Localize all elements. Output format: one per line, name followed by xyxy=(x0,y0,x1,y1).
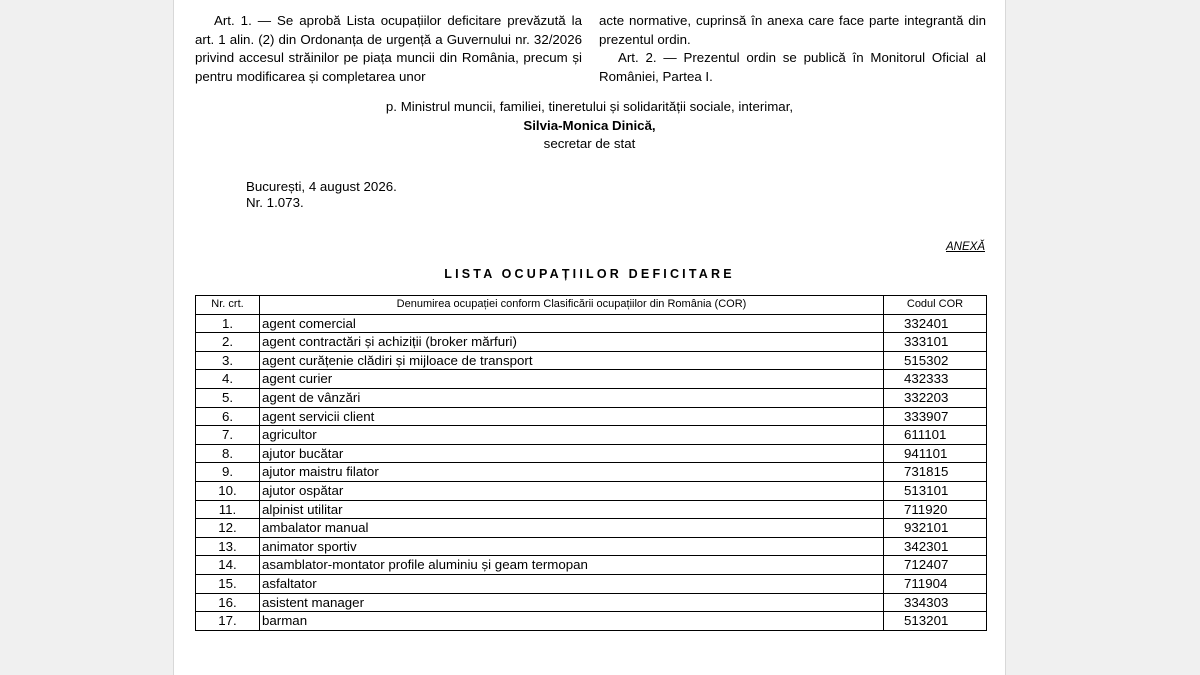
row-number: 1. xyxy=(196,314,260,333)
table-row xyxy=(196,537,987,556)
occupation-name: ambalator manual xyxy=(260,519,884,538)
article-1-paragraph: Art. 1. — Se aprobă Lista ocupațiilor deficitare prevăzută la art. 1 alin. (2) din Ordonanța de urgență a Guvernului nr. 32/2026 privind accesul străinilor pe piața muncii din România, precum și pentru modificarea și completarea unor xyxy=(195,13,582,84)
row-number: 13. xyxy=(196,537,260,556)
table-row xyxy=(196,593,987,612)
table-row xyxy=(196,407,987,426)
table-row xyxy=(196,444,987,463)
table-row xyxy=(196,463,987,482)
table-row xyxy=(196,388,987,407)
occupations-table xyxy=(195,295,987,631)
row-number: 17. xyxy=(196,612,260,631)
cor-code: 334303 xyxy=(884,593,987,612)
article-columns xyxy=(195,12,986,86)
occupation-name: agricultor xyxy=(260,426,884,445)
document-page xyxy=(173,0,1006,675)
occupation-name: animator sportiv xyxy=(260,537,884,556)
cor-code: 711904 xyxy=(884,574,987,593)
table-row xyxy=(196,351,987,370)
table-row xyxy=(196,426,987,445)
header-cor-code: Codul COR xyxy=(884,296,987,315)
table-row xyxy=(196,574,987,593)
occupation-name: ajutor ospătar xyxy=(260,481,884,500)
header-occupation-name: Denumirea ocupației conform Clasificării ocupațiilor din România (COR) xyxy=(260,296,884,315)
row-number: 14. xyxy=(196,556,260,575)
table-row xyxy=(196,519,987,538)
occupation-name: alpinist utilitar xyxy=(260,500,884,519)
cor-code: 941101 xyxy=(884,444,987,463)
cor-code: 731815 xyxy=(884,463,987,482)
cor-code: 342301 xyxy=(884,537,987,556)
row-number: 11. xyxy=(196,500,260,519)
signatory-role: p. Ministrul muncii, familiei, tineretului și solidarității sociale, interimar, xyxy=(385,99,794,114)
occupation-name: agent contractări și achiziții (broker mărfuri) xyxy=(260,333,884,352)
cor-code: 711920 xyxy=(884,500,987,519)
list-title: LISTA OCUPAȚIILOR DEFICITARE xyxy=(444,267,735,281)
occupation-name: agent de vânzări xyxy=(260,388,884,407)
row-number: 2. xyxy=(196,333,260,352)
table-body xyxy=(196,314,987,630)
issue-place-date: București, 4 august 2026. xyxy=(246,179,397,194)
occupation-name: agent curățenie clădiri și mijloace de transport xyxy=(260,351,884,370)
occupation-name: ajutor maistru filator xyxy=(260,463,884,482)
issue-number: Nr. 1.073. xyxy=(246,195,304,210)
table-row xyxy=(196,612,987,631)
cor-code: 611101 xyxy=(884,426,987,445)
cor-code: 333101 xyxy=(884,333,987,352)
row-number: 8. xyxy=(196,444,260,463)
article-1-continuation: acte normative, cuprinsă în anexa care face parte integrantă din prezentul ordin. xyxy=(599,13,986,47)
table-row xyxy=(196,481,987,500)
row-number: 3. xyxy=(196,351,260,370)
signatory-name: Silvia-Monica Dinică, xyxy=(523,117,656,133)
table-row xyxy=(196,556,987,575)
row-number: 16. xyxy=(196,593,260,612)
table-row xyxy=(196,314,987,333)
signature-block xyxy=(174,98,1005,154)
occupation-name: agent servicii client xyxy=(260,407,884,426)
row-number: 10. xyxy=(196,481,260,500)
row-number: 9. xyxy=(196,463,260,482)
occupation-name: barman xyxy=(260,612,884,631)
occupation-name: agent comercial xyxy=(260,314,884,333)
cor-code: 332401 xyxy=(884,314,987,333)
table-header-row xyxy=(196,296,987,315)
occupation-name: asamblator-montator profile aluminiu și geam termopan xyxy=(260,556,884,575)
row-number: 6. xyxy=(196,407,260,426)
occupation-name: agent curier xyxy=(260,370,884,389)
left-column xyxy=(195,12,582,86)
cor-code: 432333 xyxy=(884,370,987,389)
row-number: 5. xyxy=(196,388,260,407)
annex-label: ANEXĂ xyxy=(946,241,985,253)
cor-code: 333907 xyxy=(884,407,987,426)
occupation-name: asistent manager xyxy=(260,593,884,612)
article-2-paragraph: Art. 2. — Prezentul ordin se publică în Monitorul Oficial al României, Partea I. xyxy=(599,50,986,84)
row-number: 15. xyxy=(196,574,260,593)
cor-code: 513201 xyxy=(884,612,987,631)
header-nr: Nr. crt. xyxy=(196,296,260,315)
cor-code: 712407 xyxy=(884,556,987,575)
table-row xyxy=(196,370,987,389)
occupation-name: asfaltator xyxy=(260,574,884,593)
cor-code: 513101 xyxy=(884,481,987,500)
table-row xyxy=(196,333,987,352)
table-row xyxy=(196,500,987,519)
occupation-name: ajutor bucătar xyxy=(260,444,884,463)
row-number: 7. xyxy=(196,426,260,445)
row-number: 4. xyxy=(196,370,260,389)
row-number: 12. xyxy=(196,519,260,538)
cor-code: 515302 xyxy=(884,351,987,370)
right-column xyxy=(599,12,986,86)
issue-block xyxy=(246,179,397,211)
cor-code: 932101 xyxy=(884,519,987,538)
cor-code: 332203 xyxy=(884,388,987,407)
signatory-title: secretar de stat xyxy=(543,136,636,151)
